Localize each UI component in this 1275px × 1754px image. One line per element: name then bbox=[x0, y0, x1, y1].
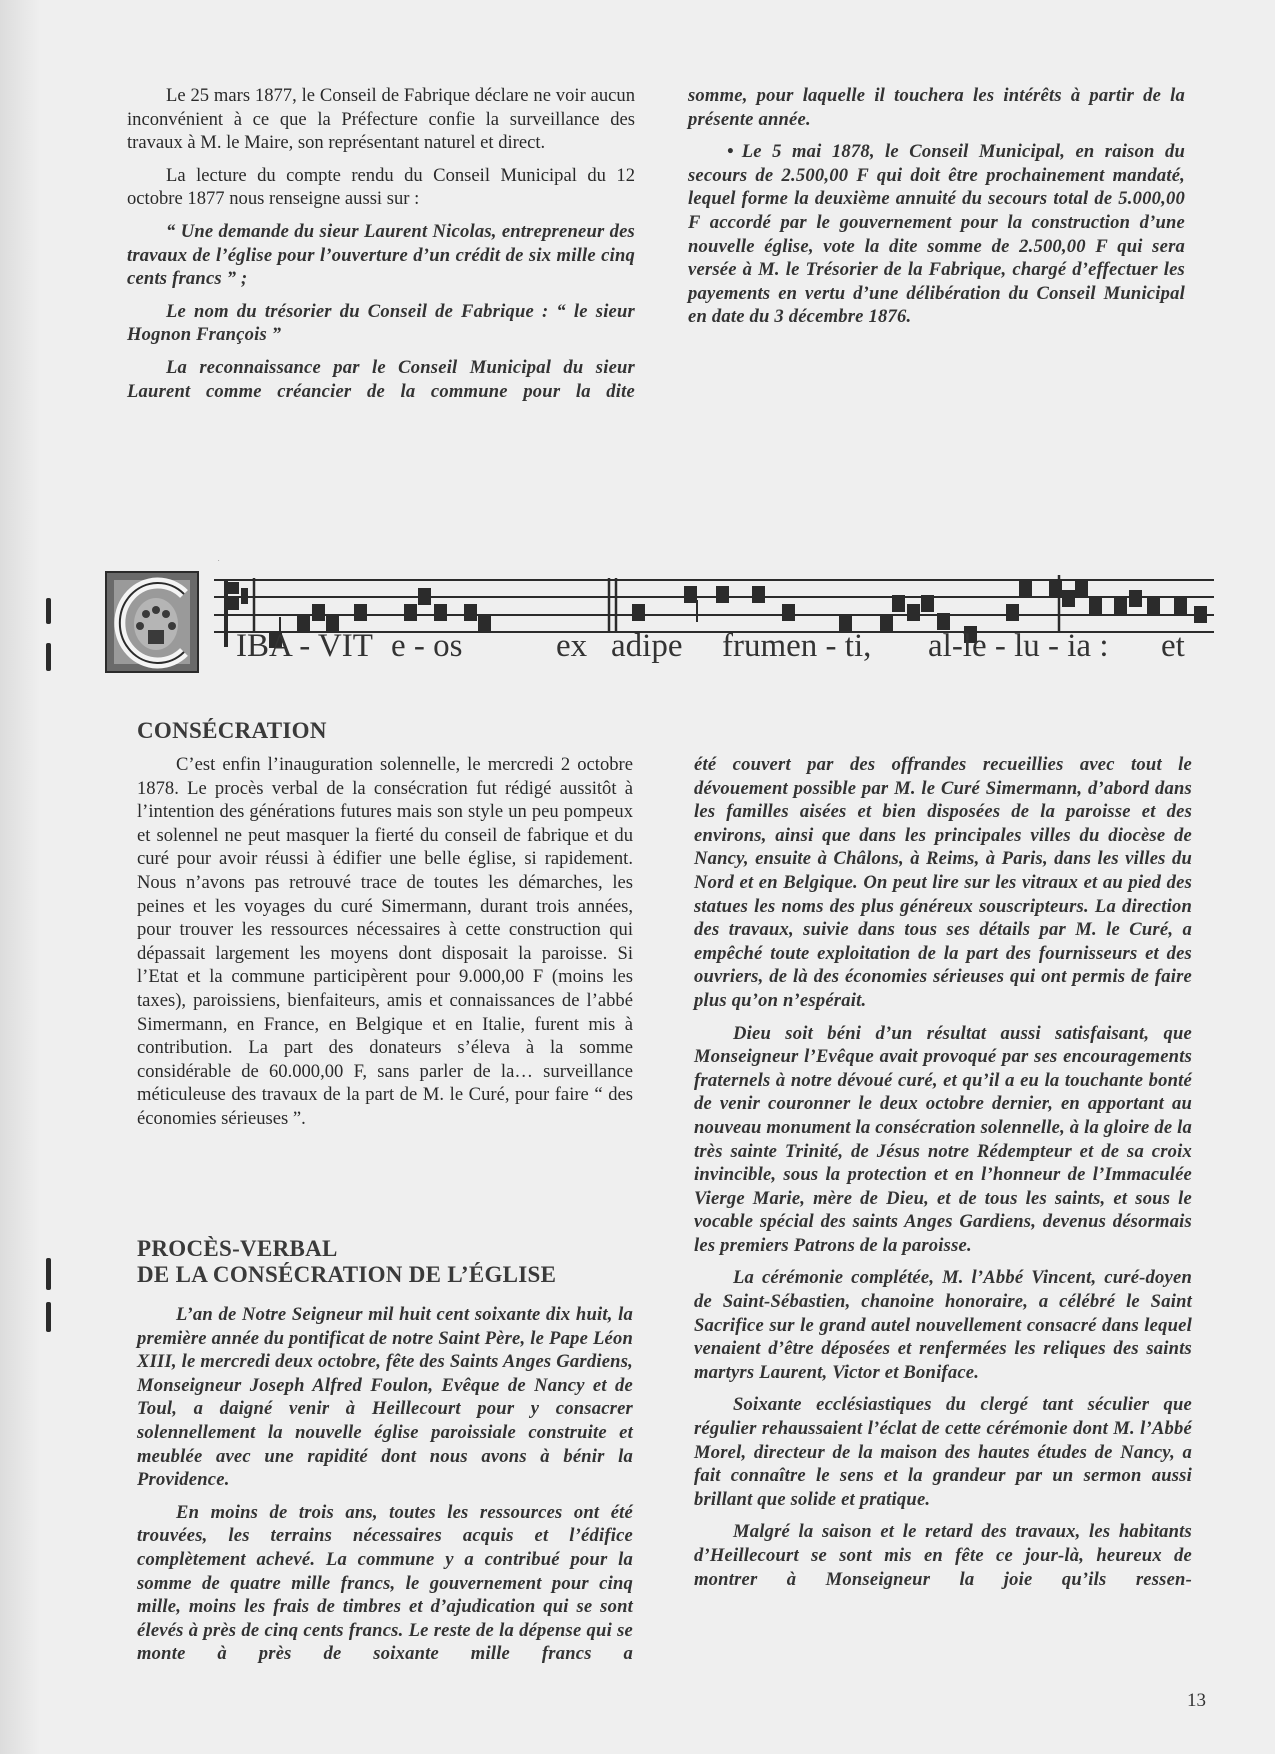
quote-paragraph: Le nom du trésorier du Conseil de Fabrique : “ le sieur Hognon François ” bbox=[127, 300, 635, 346]
binding-hole-mark bbox=[46, 1258, 51, 1290]
quote-paragraph: La reconnaissance par le Conseil Municipal du sieur Laurent comme créancier de la commune pour la dite bbox=[127, 356, 635, 402]
paragraph: C’est enfin l’inauguration solennelle, le mercredi 2 octobre 1878. Le procès verbal de la consécration fut rédigé aussitôt à l’intention des générations futures mais son style un peu pompeux et solennel ne peut masquer la fierté du conseil de fabrique et du curé pour avoir réussi à édifier une belle église, si rapidement. Nous n’avons pas retrouvé trace de toutes les démarches, les peines et les voyages du curé Simermann, durant trois années, pour trouver les ressources nécessaires à cette construction qui dépassait largement les moyens dont disposait la paroisse. Si l’Etat et la commune participèrent pour 9.000,00 F (moins les taxes), paroissiens, bienfaiteurs, amis et connaissances de l’abbé Simermann, en France, en Belgique et en Italie, furent mis à contribution. La part des donateurs s’éleva à la somme considérable de 60.000,00 F, sans parler de la… surveillance méticuleuse des travaux de la part de M. le Curé, pour faire “ des économies sérieuses ”. bbox=[137, 754, 633, 1129]
proces-verbal-left-column bbox=[137, 1303, 633, 1675]
binding-hole-mark bbox=[46, 1302, 51, 1332]
page-number: 13 bbox=[1187, 1690, 1206, 1711]
lyric-syllable: ex bbox=[556, 628, 588, 664]
lyric-syllable: al-le - lu - ia : bbox=[928, 628, 1109, 664]
binding-hole-mark bbox=[46, 643, 51, 671]
heading-line: DE LA CONSÉCRATION DE L’ÉGLISE bbox=[137, 1262, 557, 1287]
section-heading: CONSÉCRATION bbox=[137, 718, 327, 743]
bullet-icon: • bbox=[727, 141, 734, 163]
top-left-column bbox=[127, 84, 635, 412]
paragraph: Soixante ecclésiastiques du clergé tant séculier que régulier rehaussaient l’éclat de cette cérémonie dont M. l’Abbé Morel, directeur de la maison des hautes études de Nancy, a fait connaître le sens et la grandeur par un sermon aussi brillant que solide et pratique. bbox=[694, 1394, 1192, 1510]
heading-line: PROCÈS-VERBAL bbox=[137, 1236, 338, 1261]
proces-verbal-right-column bbox=[694, 753, 1192, 1600]
bulleted-paragraph bbox=[688, 140, 1185, 329]
chant-lyrics bbox=[236, 628, 1216, 672]
top-right-column bbox=[688, 84, 1185, 338]
page-edge-shadow bbox=[0, 0, 40, 1754]
paragraph: Le 25 mars 1877, le Conseil de Fabrique déclare ne voir aucun inconvénient à ce que la Préfecture confie la surveillance des travaux à M. le Maire, son représentant naturel et direct. bbox=[127, 85, 635, 154]
paragraph: été couvert par des offrandes recueillies avec tout le dévouement possible par M. le Curé Simermann, d’abord dans les familles aisées et bien disposées de la paroisse et des environs, ainsi que dans les principales villes du diocèse de Nancy, ensuite à Châlons, à Reims, à Paris, dans les villes du Nord et en Belgique. On peut lire sur les vitraux et au pied des statues les noms des plus généreux souscripteurs. La direction des travaux, suivie dans tous ses détails par M. le Curé, a empêché toute exploitation de la part des fournisseurs et des ouvriers, de là des économies sérieuses qui ont permis de faire plus qu’on n’espérait. bbox=[694, 754, 1192, 1011]
binding-hole-mark bbox=[46, 598, 51, 624]
quote-paragraph: “ Une demande du sieur Laurent Nicolas, entrepreneur des travaux de l’église pour l’ouverture d’un crédit de six mille cinq cents francs ” ; bbox=[127, 220, 635, 290]
paragraph: En moins de trois ans, toutes les ressources ont été trouvées, les terrains nécessaires acquis et l’édifice complètement achevé. La commune y a contribué pour la somme de quatre mille francs, le gouvernement pour cinq mille, moins les frais de timbres et d’ajudication qui se sont élevés à près de cinq cents francs. Le reste de la dépense qui se monte à près de soixante mille francs a bbox=[137, 1501, 633, 1665]
paragraph: Dieu soit béni d’un résultat aussi satisfaisant, que Monseigneur l’Evêque avait provoqué par ses encouragements fraternels à notre dévoué curé, et qu’il a eu la touchante bonté de venir couronner le deux octobre dernier, en apportant au nouveau monument la consécration solennelle, à la gloire de la très sainte Trinité, de Jésus notre Rédempteur et de sa croix invincible, sous la protection et en l’honneur de l’Immaculée Vierge Marie, mère de Dieu, et de tous les saints, et sous le vocable spécial des saints Anges Gardiens, devenus désormais les premiers Patrons de la paroisse. bbox=[694, 1022, 1192, 1256]
lyric-syllable: e - os bbox=[391, 628, 463, 664]
paragraph: L’an de Notre Seigneur mil huit cent soixante dix huit, la première année du pontificat de notre Saint Père, le Pape Léon XIII, le mercredi deux octobre, fête des Saints Anges Gardiens, Monseigneur Joseph Alfred Foulon, Evêque de Nancy et de Toul, a daigné venir à Heillecourt pour y consacrer solennellement la nouvelle église paroissiale construite et meublée avec une rapidité dont nous avons à bénir la Providence. bbox=[137, 1304, 633, 1491]
paragraph: somme, pour laquelle il touchera les intérêts à partir de la présente année. bbox=[688, 85, 1185, 130]
paragraph: La lecture du compte rendu du Conseil Municipal du 12 octobre 1877 nous renseigne aussi sur : bbox=[127, 164, 635, 210]
lyric-syllable: adipe bbox=[611, 628, 683, 664]
lyric-syllable: et bbox=[1161, 628, 1185, 664]
lyric-syllable: frumen - ti, bbox=[722, 628, 872, 664]
consecration-column bbox=[137, 753, 633, 1140]
paragraph: Malgré la saison et le retard des travaux, les habitants d’Heillecourt se sont mis en fête ce jour-là, heureux de montrer à Monseigneur la joie qu’ils ressen- bbox=[694, 1521, 1192, 1590]
proces-verbal-heading bbox=[137, 1236, 556, 1288]
paragraph: La cérémonie complétée, M. l’Abbé Vincent, curé-doyen de Saint-Sébastien, chanoine honoraire, a célébré le Saint Sacrifice sur le grand autel nouvellement consacré dans lequel venaient d’être déposées et renfermées les reliques des saints martyrs Laurent, Victor et Boniface. bbox=[694, 1267, 1192, 1383]
paragraph-text: Le 5 mai 1878, le Conseil Municipal, en raison du secours de 2.500,00 F qui doit être prochainement mandaté, lequel forme la deuxième annuité du secours total de 5.000,00 F accordé par le gouvernement pour la construction d’une nouvelle église, vote la dite somme de 2.500,00 F qui sera versée à M. le Trésorier de la Fabrique, chargé d’effectuer les payements en vertu d’une délibération du Conseil Municipal en date du 3 décembre 1876. bbox=[688, 141, 1185, 328]
illuminated-initial-c bbox=[106, 572, 198, 672]
lyric-syllable: IBA - VIT bbox=[236, 628, 373, 664]
